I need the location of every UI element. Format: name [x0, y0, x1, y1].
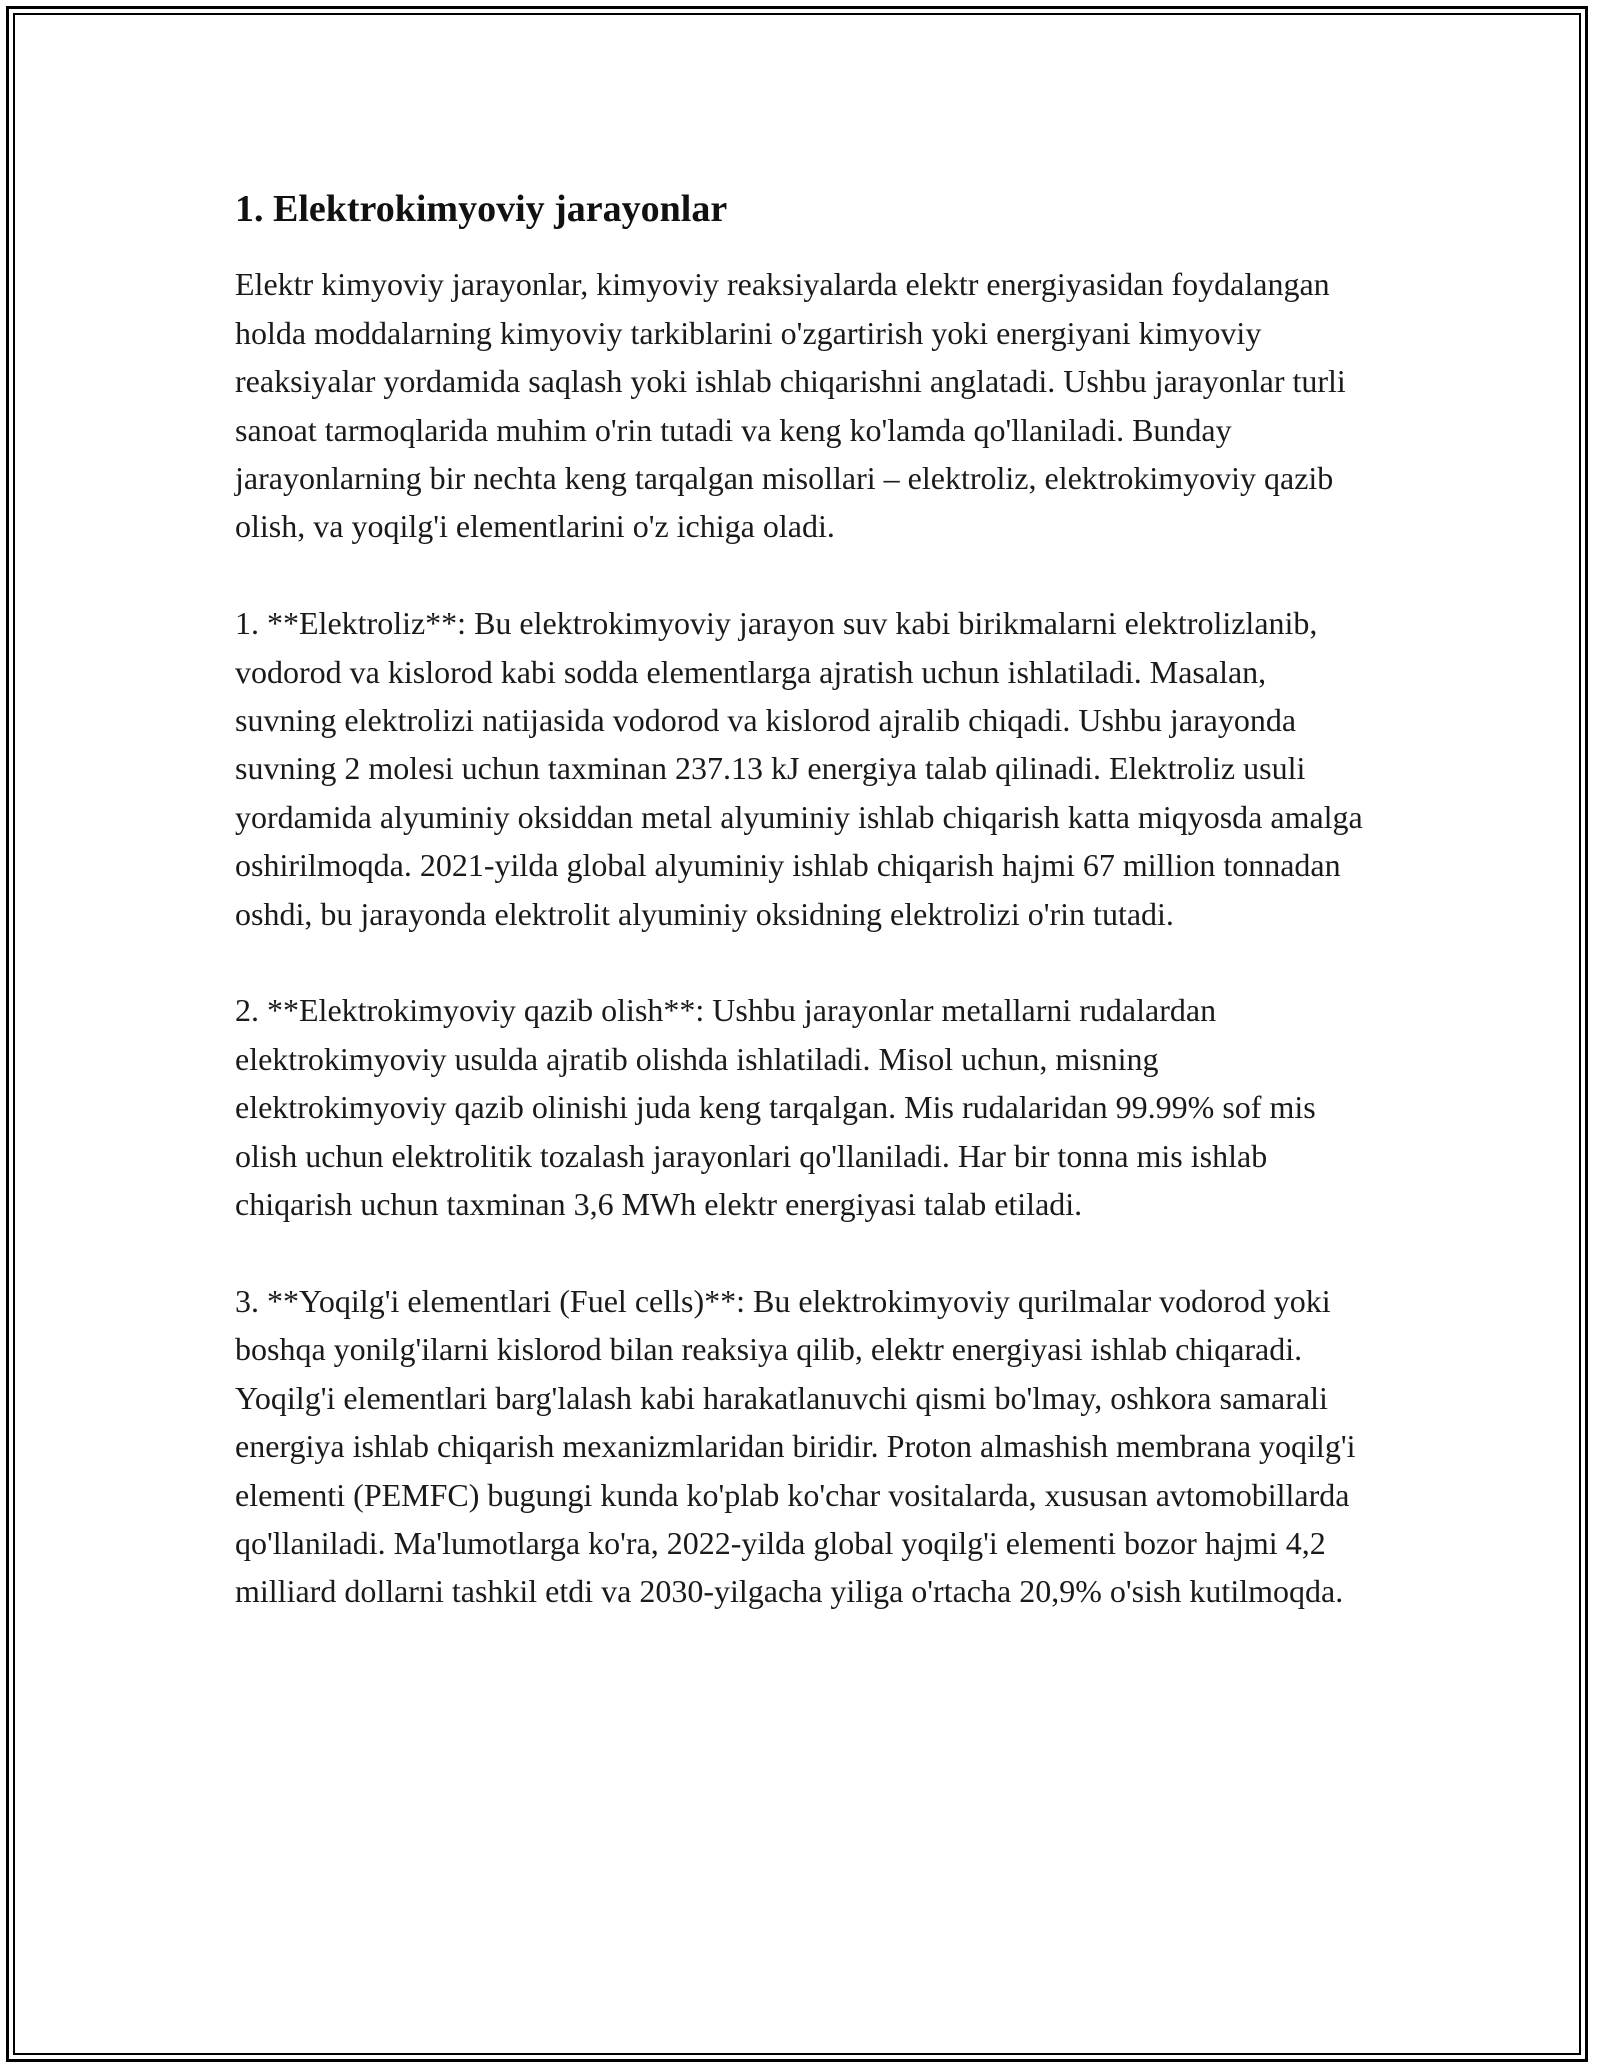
fuel-cells-paragraph: 3. **Yoqilg'i elementlari (Fuel cells)**: Bu elektrokimyoviy qurilmalar vodorod yoki boshqa yonilg'ilarni kislorod bilan reaksiya qilib, elektr energiyasi ishlab chiqaradi. Yoqilg'i elementlari barg'lalash kabi harakatlanuvchi qismi bo'lmay, oshkora samarali energiya ishlab chiqarish mexanizmlaridan biridir. Proton almashish membrana yoqilg'i elementi (PEMFC) bugungi kunda ko'plab ko'char vositalarda, xususan avtomobillarda qo'llaniladi. Ma'lumotlarga ko'ra, 2022-yilda global yoqilg'i elementi bozor hajmi 4,2 milliard dollarni tashkil etdi va 2030-yilgacha yiliga o'rtacha 20,9% o'sish kutilmoqda.	[235, 1282, 1356, 1610]
electrochemical-extraction-paragraph: 2. **Elektrokimyoviy qazib olish**: Ushbu jarayonlar metallarni rudalardan elektrokimyoviy usulda ajratib olishda ishlatiladi. Misol uchun, misning elektrokimyoviy qazib olinishi juda keng tarqalgan. Mis rudalaridan 99.99% sof mis olish uchun elektrolitik tozalash jarayonlari qo'llaniladi. Har bir tonna mis ishlab chiqarish uchun taxminan 3,6 MWh elektr energiyasi talab etiladi.	[235, 992, 1316, 1223]
intro-paragraph: Elektr kimyoviy jarayonlar, kimyoviy reaksiyalarda elektr energiyasidan foydalangan holda moddalarning kimyoviy tarkiblarini o'zgartirish yoki energiyani kimyoviy reaksiyalar yordamida saqlash yoki ishlab chiqarishni anglatadi. Ushbu jarayonlar turli sanoat tarmoqlarida muhim o'rin tutadi va keng ko'lamda qo'llaniladi. Bunday jarayonlarning bir nechta keng tarqalgan misollari – elektroliz, elektrokimyoviy qazib olish, va yoqilg'i elementlarini o'z ichiga oladi.	[235, 266, 1346, 545]
section-heading: 1. Elektrokimyoviy jarayonlar	[235, 188, 728, 230]
electrolysis-paragraph: 1. **Elektroliz**: Bu elektrokimyoviy jarayon suv kabi birikmalarni elektrolizlanib, vodorod va kislorod kabi sodda elementlarga ajratish uchun ishlatiladi. Masalan, suvning elektrolizi natijasida vodorod va kislorod ajralib chiqadi. Ushbu jarayonda suvning 2 molesi uchun taxminan 237.13 kJ energiya talab qilinadi. Elektroliz usuli yordamida alyuminiy oksiddan metal alyuminiy ishlab chiqarish katta miqyosda amalga oshirilmoqda. 2021-yilda global alyuminiy ishlab chiqarish hajmi 67 million tonnadan oshdi, bu jarayonda elektrolit alyuminiy oksidning elektrolizi o'rin tutadi.	[235, 605, 1363, 932]
document-body	[235, 185, 1365, 1616]
